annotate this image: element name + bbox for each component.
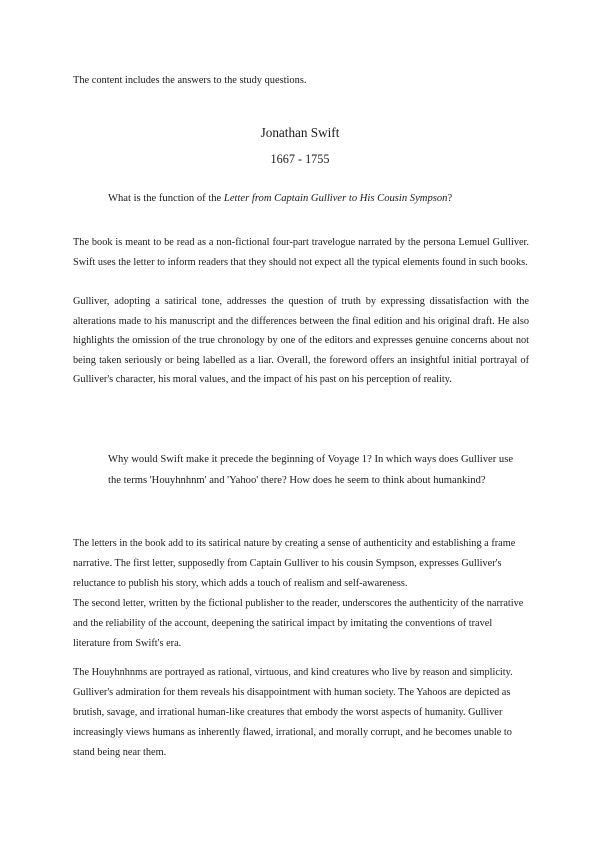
question-1-suffix: ? bbox=[447, 193, 453, 204]
answer-2-paragraph-1: The letters in the book add to its satirical nature by creating a sense of authenticity and establishing a frame narrative. The first letter, supposedly from Captain Gulliver to his cousin Sympson, expresses Gulliver's reluctance to publish his story, which adds a touch of realism and self-awareness. bbox=[73, 538, 516, 589]
answer-2-paragraph-2: The second letter, written by the fictional publisher to the reader, underscores the authenticity of the narrative and the reliability of the account, deepening the satirical impact by imitating the conventions of travel literature from Swift's era. bbox=[73, 598, 524, 649]
answer-1-paragraph-2: Gulliver, adopting a satirical tone, addresses the question of truth by expressing dissatisfaction with the alterations made to his manuscript and the differences between the final edition and his original draft. He also highlights the omission of the true chronology by one of the editors and expresses genuine concerns about not being taken seriously or being labelled as a liar. Overall, the foreword offers an insightful initial portrayal of Gulliver's character, his moral values, and the impact of his past on his perception of reality. bbox=[73, 296, 529, 386]
question-1-letter-title: Letter from Captain Gulliver to His Cousin Sympson bbox=[223, 193, 448, 204]
intro-note: The content includes the answers to the study questions. bbox=[73, 75, 307, 86]
author-name: Jonathan Swift bbox=[260, 125, 340, 140]
answer-2-paragraph-3: The Houyhnhnms are portrayed as rational, virtuous, and kind creatures who live by reason and simplicity. Gulliver's admiration for them reveals his disappointment with human society. The Yahoos are depicted as brutish, savage, and irrational human-like creatures that embody the worst aspects of humanity. Gulliver increasingly views humans as inherently flawed, irrational, and morally corrupt, and he becomes unable to stand being near them. bbox=[73, 667, 513, 758]
study-question-1 bbox=[108, 193, 452, 204]
author-years: 1667 - 1755 bbox=[270, 152, 330, 166]
study-question-2: Why would Swift make it precede the beginning of Voyage 1? In which ways does Gulliver use the terms 'Houyhnhnm' and 'Yahoo' there? How does he seem to think about humankind? bbox=[108, 454, 514, 486]
question-1-prefix: What is the function of the bbox=[108, 193, 224, 204]
answer-1-paragraph-1: The book is meant to be read as a non-fictional four-part travelogue narrated by the persona Lemuel Gulliver. Swift uses the letter to inform readers that they should not expect all the typical elements found in such books. bbox=[73, 237, 529, 268]
